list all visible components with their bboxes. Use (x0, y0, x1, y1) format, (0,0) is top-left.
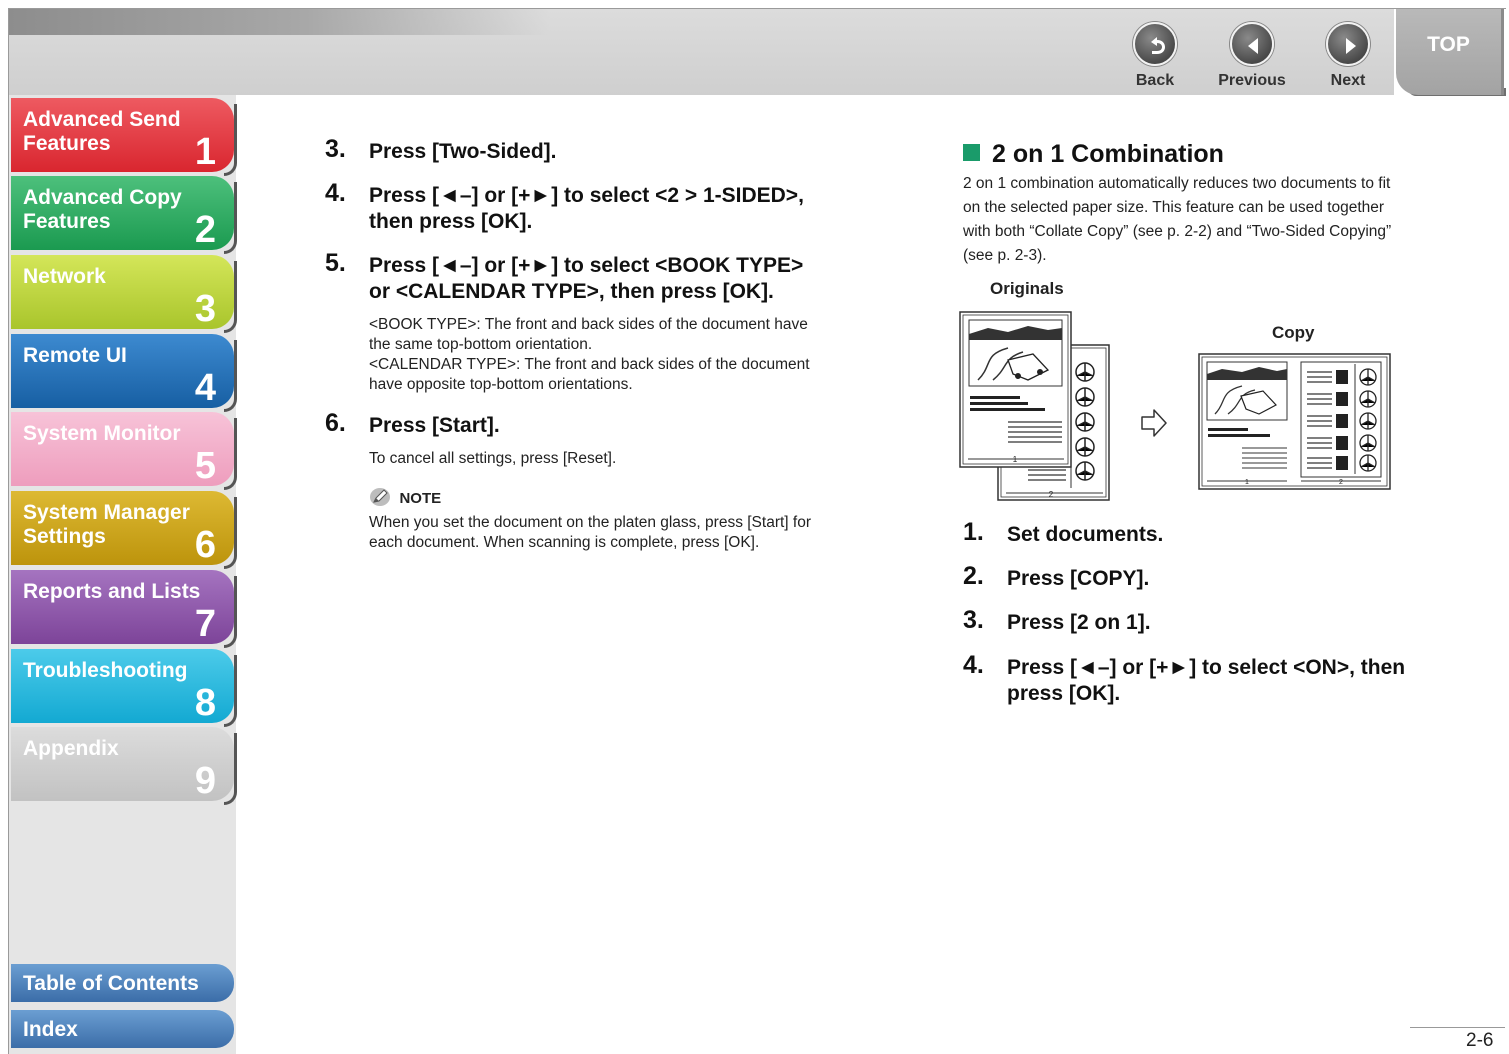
step-text: Press [Start]. (369, 414, 500, 437)
table-of-contents-button[interactable] (11, 964, 234, 1002)
tab-label-line1: Appendix (23, 737, 119, 760)
tab-number: 4 (194, 367, 216, 409)
note-line: each document. When scanning is complete, press [OK]. (369, 534, 760, 551)
back-icon (1133, 22, 1177, 66)
step-number: 1. (963, 518, 984, 546)
step-text-line2: or <CALENDAR TYPE>, then press [OK]. (369, 280, 774, 303)
intro-line: with both “Collate Copy” (see p. 2-2) and “Two-Sided Copying” (963, 223, 1392, 240)
toc-label: Table of Contents (23, 972, 199, 995)
arrow-right-icon (1140, 408, 1168, 438)
copy-illustration (1197, 352, 1393, 492)
tab-label-line1: Reports and Lists (23, 580, 201, 603)
tab-number: 3 (194, 288, 216, 330)
tab-label-line1: Advanced Send (23, 108, 181, 131)
step-text: Set documents. (1007, 523, 1164, 546)
next-icon (1326, 22, 1370, 66)
fig-page-label: 2 (1048, 490, 1054, 499)
step-text: Press [COPY]. (1007, 567, 1150, 590)
section-heading (963, 140, 1224, 169)
step-text-line2: press [OK]. (1007, 682, 1121, 705)
step-number: 3. (325, 135, 346, 163)
section-heading-text: 2 on 1 Combination (992, 140, 1224, 168)
section-intro (963, 172, 1483, 268)
copy-label: Copy (1272, 323, 1315, 342)
previous-icon (1230, 22, 1274, 66)
tab-label-line1: Network (23, 265, 106, 288)
tab-label-line2: Features (23, 210, 111, 233)
tab-number: 1 (194, 131, 216, 173)
previous-label: Previous (1218, 72, 1286, 89)
note-header (369, 487, 441, 508)
tab-reports-and-lists[interactable] (11, 570, 234, 644)
step-text: Press [2 on 1]. (1007, 611, 1151, 634)
originals-label: Originals (990, 279, 1064, 298)
tab-advanced-send-features[interactable] (11, 98, 234, 172)
next-label: Next (1330, 72, 1366, 89)
next-button[interactable] (1313, 22, 1383, 90)
tab-number: 7 (194, 603, 216, 645)
top-bar-stripe (9, 9, 549, 35)
tab-label-line2: Features (23, 132, 111, 155)
right-step-4 (963, 651, 1493, 709)
step-5-description (369, 315, 859, 395)
step-number: 5. (325, 249, 346, 277)
tab-system-monitor[interactable] (11, 412, 234, 486)
fig-page-label: 2 (1339, 479, 1343, 486)
tab-label-line1: Remote UI (23, 344, 127, 367)
tab-label-line2: Settings (23, 525, 106, 548)
tab-number: 2 (194, 209, 216, 251)
intro-line: (see p. 2-3). (963, 247, 1047, 264)
step-number: 4. (963, 651, 984, 679)
step-text-line1: Press [◄–] or [+►] to select <ON>, then (1007, 656, 1406, 679)
page-number-rule (1410, 1027, 1505, 1028)
index-button[interactable] (11, 1010, 234, 1048)
top-label: TOP (1427, 33, 1470, 56)
intro-line: on the selected paper size. This feature can be used together (963, 199, 1385, 216)
desc-line: the same top-bottom orientation. (369, 336, 593, 353)
tab-label-line1: System Manager (23, 501, 190, 524)
desc-line: <BOOK TYPE>: The front and back sides of the document have (369, 316, 808, 333)
step-text-line2: then press [OK]. (369, 210, 533, 233)
note-label: NOTE (399, 490, 442, 507)
desc-line: have opposite top-bottom orientations. (369, 376, 633, 393)
top-button[interactable] (1396, 9, 1504, 95)
page-number: 2-6 (1466, 1030, 1494, 1051)
step-text-line1: Press [◄–] or [+►] to select <2 > 1-SIDED>, (369, 184, 804, 207)
step-number: 6. (325, 409, 346, 437)
tab-number: 5 (194, 445, 216, 487)
back-label: Back (1135, 72, 1175, 89)
step-number: 4. (325, 179, 346, 207)
fig-page-label: 1 (1245, 479, 1249, 486)
tab-network[interactable] (11, 255, 234, 329)
note-line: When you set the document on the platen glass, press [Start] for (369, 514, 811, 531)
tab-troubleshooting[interactable] (11, 649, 234, 723)
tab-label-line1: System Monitor (23, 422, 181, 445)
note-text (369, 513, 869, 553)
tab-remote-ui[interactable] (11, 334, 234, 408)
tab-advanced-copy-features[interactable] (11, 176, 234, 250)
intro-line: 2 on 1 combination automatically reduces two documents to fit (963, 175, 1391, 192)
step-text: Press [Two-Sided]. (369, 140, 557, 163)
step-5 (325, 249, 865, 307)
tab-label-line1: Troubleshooting (23, 659, 188, 682)
step-number: 3. (963, 606, 984, 634)
fig-page-label: 1 (1012, 455, 1018, 464)
desc-line: <CALENDAR TYPE>: The front and back sides of the document (369, 356, 810, 373)
previous-button[interactable] (1209, 22, 1295, 90)
step-number: 2. (963, 562, 984, 590)
index-label: Index (23, 1018, 78, 1041)
pencil-icon (369, 487, 391, 507)
tab-appendix[interactable] (11, 727, 234, 801)
section-square-icon (963, 144, 980, 161)
step-6-description: To cancel all settings, press [Reset]. (369, 450, 617, 467)
tab-label-line1: Advanced Copy (23, 186, 182, 209)
tab-number: 8 (194, 682, 216, 724)
step-text-line1: Press [◄–] or [+►] to select <BOOK TYPE> (369, 254, 804, 277)
tab-number: 9 (194, 760, 216, 802)
back-button[interactable] (1120, 22, 1190, 90)
tab-number: 6 (194, 524, 216, 566)
originals-illustration (958, 310, 1113, 505)
tab-system-manager-settings[interactable] (11, 491, 234, 565)
step-4 (325, 179, 865, 237)
